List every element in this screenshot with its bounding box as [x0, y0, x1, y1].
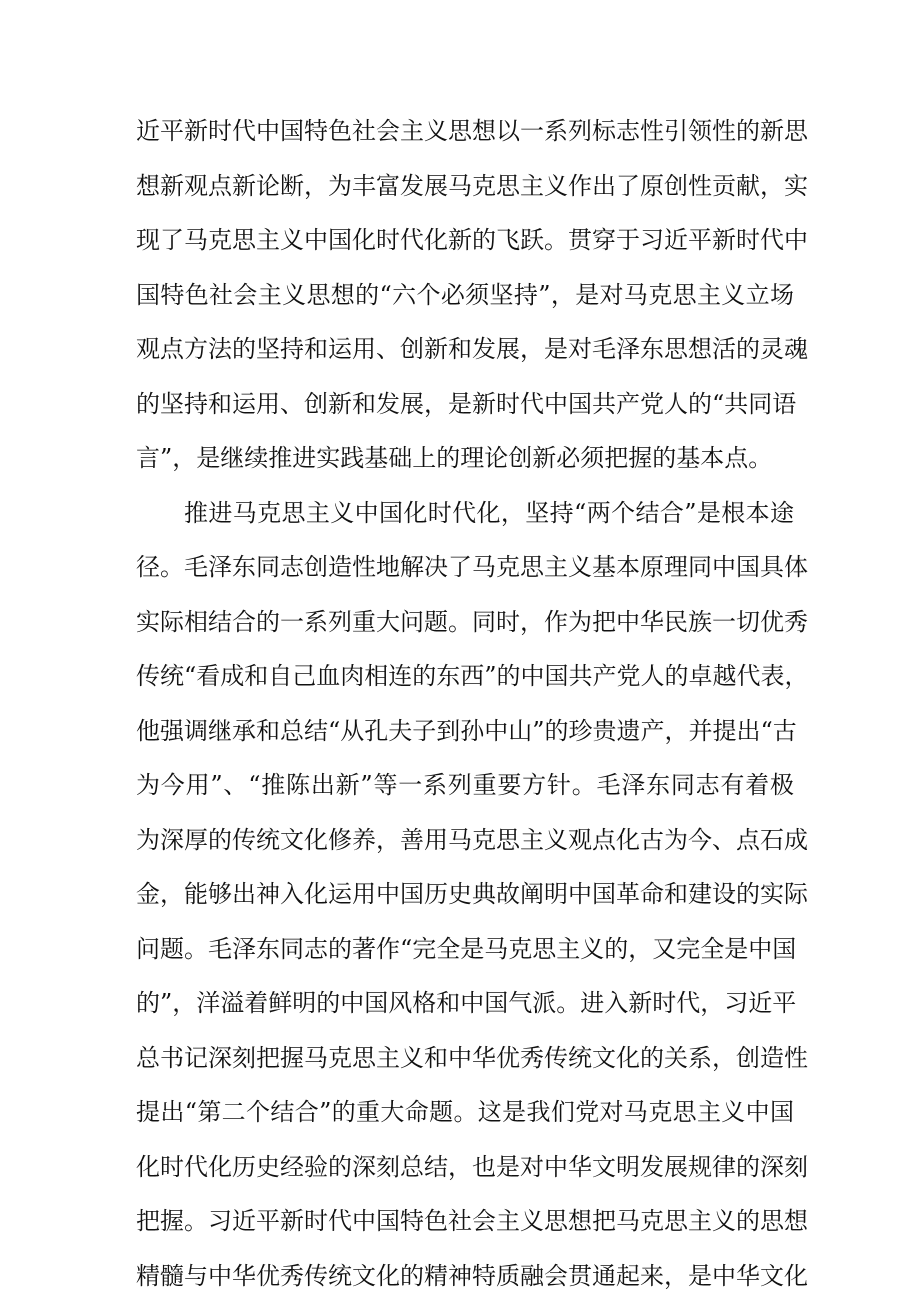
paragraph-2 [136, 486, 794, 1303]
body-text [136, 104, 794, 1303]
text-line: 径。毛泽东同志创造性地解决了马克思主义基本原理同中国具体 [136, 540, 794, 595]
text-line: 金，能够出神入化运用中国历史典故阐明中国革命和建设的实际 [136, 867, 794, 922]
text-line: 想新观点新论断，为丰富发展马克思主义作出了原创性贡献，实 [136, 159, 794, 214]
text-line: 为今用”、“推陈出新”等一系列重要方针。毛泽东同志有着极 [136, 758, 794, 813]
text-line: 的坚持和运用、创新和发展，是新时代中国共产党人的“共同语 [136, 377, 794, 432]
text-line: 传统“看成和自己血肉相连的东西”的中国共产党人的卓越代表， [136, 649, 794, 704]
text-line: 精髓与中华优秀传统文化的精神特质融会贯通起来，是中华文化 [136, 1249, 794, 1303]
paragraph-1 [136, 104, 794, 486]
text-line: 问题。毛泽东同志的著作“完全是马克思主义的，又完全是中国 [136, 922, 794, 977]
text-line: 现了马克思主义中国化时代化新的飞跃。贯穿于习近平新时代中 [136, 213, 794, 268]
text-line: 他强调继承和总结“从孔夫子到孙中山”的珍贵遗产，并提出“古 [136, 704, 794, 759]
text-line: 把握。习近平新时代中国特色社会主义思想把马克思主义的思想 [136, 1194, 794, 1249]
text-line: 国特色社会主义思想的“六个必须坚持”，是对马克思主义立场 [136, 268, 794, 323]
text-line: 提出“第二个结合”的重大命题。这是我们党对马克思主义中国 [136, 1085, 794, 1140]
text-line: 近平新时代中国特色社会主义思想以一系列标志性引领性的新思 [136, 104, 794, 159]
text-line: 的”，洋溢着鲜明的中国风格和中国气派。进入新时代，习近平 [136, 976, 794, 1031]
text-line: 实际相结合的一系列重大问题。同时，作为把中华民族一切优秀 [136, 595, 794, 650]
text-line: 化时代化历史经验的深刻总结，也是对中华文明发展规律的深刻 [136, 1140, 794, 1195]
text-line: 推进马克思主义中国化时代化，坚持“两个结合”是根本途 [136, 486, 794, 541]
text-line: 观点方法的坚持和运用、创新和发展，是对毛泽东思想活的灵魂 [136, 322, 794, 377]
text-line: 为深厚的传统文化修养，善用马克思主义观点化古为今、点石成 [136, 813, 794, 868]
text-line: 总书记深刻把握马克思主义和中华优秀传统文化的关系，创造性 [136, 1031, 794, 1086]
text-line: 言”，是继续推进实践基础上的理论创新必须把握的基本点。 [136, 431, 794, 486]
